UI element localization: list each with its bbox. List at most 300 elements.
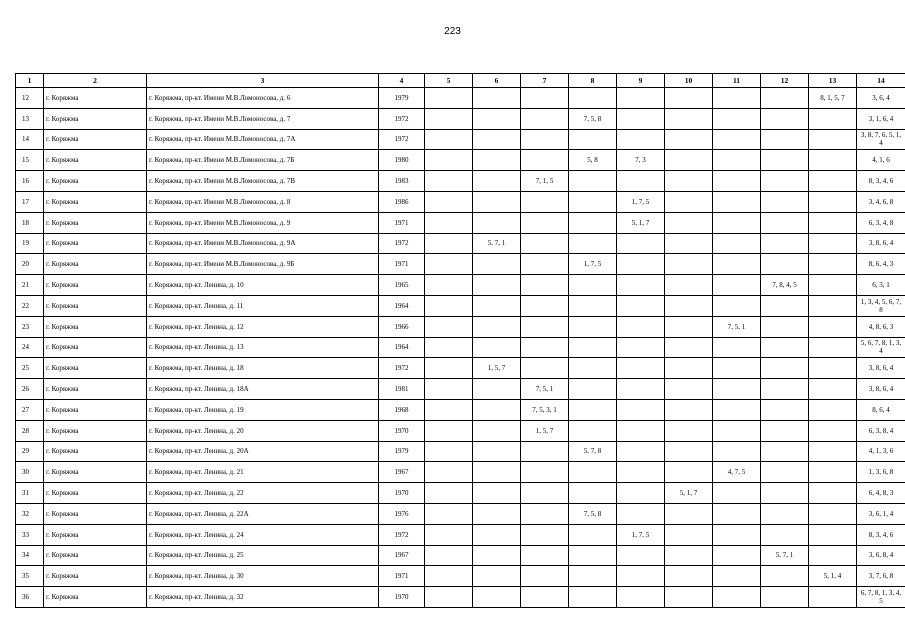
column-8-cell	[569, 337, 617, 358]
table-row	[16, 275, 905, 296]
column-6-cell: 1, 5, 7	[473, 358, 521, 379]
column-6-cell	[473, 316, 521, 337]
column-8-cell	[569, 129, 617, 150]
column-10-cell	[665, 254, 713, 275]
row-number-cell: 35	[16, 566, 44, 587]
city-cell: г. Коряжма	[44, 483, 147, 504]
column-9-cell	[617, 88, 665, 109]
column-9-cell	[617, 483, 665, 504]
column-12-cell	[761, 295, 809, 316]
column-13-cell	[809, 337, 857, 358]
year-cell: 1971	[379, 212, 425, 233]
address-cell: г. Коряжма, пр-кт. Имени М.В.Ломоносова, д. 7А	[147, 129, 379, 150]
column-8-cell	[569, 566, 617, 587]
column-7-cell	[521, 275, 569, 296]
column-11-cell	[713, 108, 761, 129]
year-cell: 1979	[379, 441, 425, 462]
column-5-cell	[425, 88, 473, 109]
column-7-cell: 7, 1, 5	[521, 171, 569, 192]
year-cell: 1964	[379, 337, 425, 358]
city-cell: г. Коряжма	[44, 295, 147, 316]
column-10-cell	[665, 587, 713, 608]
row-number-cell: 31	[16, 483, 44, 504]
column-7-cell	[521, 441, 569, 462]
column-7-cell	[521, 358, 569, 379]
column-12-cell	[761, 379, 809, 400]
column-header-6: 6	[473, 74, 521, 88]
column-13-cell	[809, 587, 857, 608]
column-9-cell	[617, 295, 665, 316]
column-13-cell	[809, 462, 857, 483]
column-8-cell	[569, 358, 617, 379]
column-11-cell	[713, 379, 761, 400]
column-10-cell	[665, 358, 713, 379]
column-8-cell	[569, 212, 617, 233]
column-7-cell	[521, 524, 569, 545]
column-14-cell: 3, 8, 7, 6, 5, 1, 4	[857, 129, 905, 150]
city-cell: г. Коряжма	[44, 191, 147, 212]
address-cell: г. Коряжма, пр-кт. Ленина, д. 21	[147, 462, 379, 483]
column-12-cell	[761, 212, 809, 233]
column-14-cell: 3, 1, 6, 4	[857, 108, 905, 129]
column-9-cell	[617, 171, 665, 192]
column-5-cell	[425, 295, 473, 316]
address-cell: г. Коряжма, пр-кт. Ленина, д. 22	[147, 483, 379, 504]
row-number-cell: 16	[16, 171, 44, 192]
year-cell: 1967	[379, 462, 425, 483]
column-14-cell: 3, 8, 6, 4	[857, 379, 905, 400]
city-cell: г. Коряжма	[44, 275, 147, 296]
column-8-cell: 5, 8	[569, 150, 617, 171]
column-14-cell: 3, 8, 6, 4	[857, 358, 905, 379]
row-number-cell: 21	[16, 275, 44, 296]
column-13-cell	[809, 545, 857, 566]
column-5-cell	[425, 316, 473, 337]
year-cell: 1967	[379, 545, 425, 566]
column-5-cell	[425, 358, 473, 379]
column-6-cell: 5, 7, 1	[473, 233, 521, 254]
column-12-cell	[761, 337, 809, 358]
column-9-cell	[617, 316, 665, 337]
column-header-2: 2	[44, 74, 147, 88]
table-row	[16, 358, 905, 379]
column-6-cell	[473, 587, 521, 608]
column-10-cell	[665, 295, 713, 316]
table-row	[16, 88, 905, 109]
column-10-cell: 5, 1, 7	[665, 483, 713, 504]
column-6-cell	[473, 399, 521, 420]
row-number-cell: 18	[16, 212, 44, 233]
address-cell: г. Коряжма, пр-кт. Ленина, д. 18	[147, 358, 379, 379]
column-14-cell: 6, 3, 1	[857, 275, 905, 296]
column-10-cell	[665, 191, 713, 212]
column-7-cell	[521, 88, 569, 109]
column-7-cell	[521, 150, 569, 171]
city-cell: г. Коряжма	[44, 337, 147, 358]
column-6-cell	[473, 254, 521, 275]
row-number-cell: 20	[16, 254, 44, 275]
column-8-cell	[569, 399, 617, 420]
column-12-cell	[761, 108, 809, 129]
column-11-cell	[713, 129, 761, 150]
column-12-cell	[761, 441, 809, 462]
address-cell: г. Коряжма, пр-кт. Ленина, д. 20А	[147, 441, 379, 462]
column-7-cell: 7, 5, 3, 1	[521, 399, 569, 420]
column-9-cell	[617, 129, 665, 150]
column-11-cell	[713, 337, 761, 358]
city-cell: г. Коряжма	[44, 212, 147, 233]
column-header-7: 7	[521, 74, 569, 88]
column-6-cell	[473, 462, 521, 483]
address-cell: г. Коряжма, пр-кт. Ленина, д. 10	[147, 275, 379, 296]
address-cell: г. Коряжма, пр-кт. Имени М.В.Ломоносова, д. 9Б	[147, 254, 379, 275]
column-8-cell	[569, 462, 617, 483]
column-13-cell	[809, 420, 857, 441]
column-13-cell	[809, 295, 857, 316]
row-number-cell: 13	[16, 108, 44, 129]
column-11-cell	[713, 88, 761, 109]
table-row	[16, 524, 905, 545]
address-cell: г. Коряжма, пр-кт. Ленина, д. 32	[147, 587, 379, 608]
city-cell: г. Коряжма	[44, 420, 147, 441]
column-9-cell	[617, 587, 665, 608]
column-12-cell	[761, 316, 809, 337]
column-11-cell	[713, 483, 761, 504]
year-cell: 1976	[379, 503, 425, 524]
column-5-cell	[425, 275, 473, 296]
column-8-cell	[569, 295, 617, 316]
column-header-10: 10	[665, 74, 713, 88]
column-6-cell	[473, 483, 521, 504]
column-14-cell: 8, 3, 4, 6	[857, 171, 905, 192]
column-12-cell	[761, 171, 809, 192]
column-9-cell	[617, 503, 665, 524]
table-row	[16, 566, 905, 587]
column-14-cell: 6, 4, 8, 3	[857, 483, 905, 504]
row-number-cell: 17	[16, 191, 44, 212]
column-10-cell	[665, 316, 713, 337]
address-cell: г. Коряжма, пр-кт. Имени М.В.Ломоносова, д. 7	[147, 108, 379, 129]
column-8-cell	[569, 524, 617, 545]
column-6-cell	[473, 295, 521, 316]
city-cell: г. Коряжма	[44, 108, 147, 129]
column-11-cell	[713, 566, 761, 587]
year-cell: 1971	[379, 566, 425, 587]
column-6-cell	[473, 524, 521, 545]
column-13-cell: 8, 1, 5, 7	[809, 88, 857, 109]
column-7-cell	[521, 566, 569, 587]
column-7-cell: 1, 5, 7	[521, 420, 569, 441]
page-number: 223	[444, 26, 461, 37]
column-14-cell: 3, 6, 1, 4	[857, 503, 905, 524]
column-10-cell	[665, 566, 713, 587]
city-cell: г. Коряжма	[44, 316, 147, 337]
year-cell: 1972	[379, 233, 425, 254]
column-13-cell	[809, 150, 857, 171]
table-row	[16, 587, 905, 608]
column-14-cell: 3, 6, 8, 4	[857, 545, 905, 566]
column-11-cell	[713, 399, 761, 420]
column-14-cell: 8, 6, 4	[857, 399, 905, 420]
year-cell: 1972	[379, 358, 425, 379]
row-number-cell: 32	[16, 503, 44, 524]
table-row	[16, 483, 905, 504]
column-9-cell	[617, 379, 665, 400]
address-cell: г. Коряжма, пр-кт. Ленина, д. 22А	[147, 503, 379, 524]
column-11-cell	[713, 295, 761, 316]
column-9-cell: 7, 3	[617, 150, 665, 171]
address-cell: г. Коряжма, пр-кт. Имени М.В.Ломоносова, д. 8	[147, 191, 379, 212]
column-11-cell	[713, 358, 761, 379]
column-6-cell	[473, 108, 521, 129]
column-9-cell	[617, 108, 665, 129]
column-6-cell	[473, 566, 521, 587]
column-10-cell	[665, 399, 713, 420]
column-5-cell	[425, 254, 473, 275]
column-13-cell	[809, 316, 857, 337]
column-13-cell	[809, 171, 857, 192]
column-11-cell	[713, 545, 761, 566]
column-13-cell	[809, 399, 857, 420]
city-cell: г. Коряжма	[44, 399, 147, 420]
column-13-cell: 5, 1, 4	[809, 566, 857, 587]
column-header-9: 9	[617, 74, 665, 88]
column-8-cell	[569, 545, 617, 566]
column-12-cell	[761, 503, 809, 524]
year-cell: 1971	[379, 254, 425, 275]
column-6-cell	[473, 150, 521, 171]
column-5-cell	[425, 566, 473, 587]
column-13-cell	[809, 108, 857, 129]
year-cell: 1970	[379, 587, 425, 608]
column-14-cell: 4, 8, 6, 3	[857, 316, 905, 337]
column-11-cell: 4, 7, 5	[713, 462, 761, 483]
column-12-cell	[761, 191, 809, 212]
schedule-table	[15, 73, 905, 608]
column-13-cell	[809, 379, 857, 400]
column-7-cell	[521, 483, 569, 504]
column-8-cell	[569, 88, 617, 109]
city-cell: г. Коряжма	[44, 441, 147, 462]
row-number-cell: 25	[16, 358, 44, 379]
column-11-cell	[713, 420, 761, 441]
column-9-cell: 5, 1, 7	[617, 212, 665, 233]
address-cell: г. Коряжма, пр-кт. Ленина, д. 30	[147, 566, 379, 587]
column-9-cell	[617, 254, 665, 275]
address-cell: г. Коряжма, пр-кт. Имени М.В.Ломоносова, д. 6	[147, 88, 379, 109]
column-11-cell	[713, 191, 761, 212]
column-14-cell: 3, 7, 6, 8	[857, 566, 905, 587]
column-5-cell	[425, 545, 473, 566]
address-cell: г. Коряжма, пр-кт. Ленина, д. 18А	[147, 379, 379, 400]
column-14-cell: 6, 3, 4, 8	[857, 212, 905, 233]
column-12-cell	[761, 587, 809, 608]
row-number-cell: 26	[16, 379, 44, 400]
column-5-cell	[425, 503, 473, 524]
column-7-cell	[521, 212, 569, 233]
column-13-cell	[809, 233, 857, 254]
column-12-cell	[761, 483, 809, 504]
column-8-cell	[569, 233, 617, 254]
row-number-cell: 30	[16, 462, 44, 483]
column-6-cell	[473, 337, 521, 358]
column-9-cell	[617, 358, 665, 379]
row-number-cell: 33	[16, 524, 44, 545]
column-9-cell	[617, 566, 665, 587]
year-cell: 1972	[379, 524, 425, 545]
column-11-cell	[713, 524, 761, 545]
column-10-cell	[665, 420, 713, 441]
column-5-cell	[425, 129, 473, 150]
column-8-cell	[569, 171, 617, 192]
column-12-cell	[761, 566, 809, 587]
table-row	[16, 108, 905, 129]
column-8-cell: 5, 7, 8	[569, 441, 617, 462]
column-7-cell	[521, 587, 569, 608]
table-row	[16, 150, 905, 171]
column-10-cell	[665, 129, 713, 150]
column-7-cell	[521, 254, 569, 275]
column-6-cell	[473, 503, 521, 524]
column-7-cell	[521, 503, 569, 524]
address-cell: г. Коряжма, пр-кт. Имени М.В.Ломоносова, д. 7В	[147, 171, 379, 192]
column-7-cell	[521, 316, 569, 337]
column-8-cell: 7, 5, 8	[569, 503, 617, 524]
column-13-cell	[809, 191, 857, 212]
column-8-cell	[569, 379, 617, 400]
column-13-cell	[809, 503, 857, 524]
table-row	[16, 254, 905, 275]
column-8-cell	[569, 191, 617, 212]
column-7-cell	[521, 462, 569, 483]
column-5-cell	[425, 420, 473, 441]
address-cell: г. Коряжма, пр-кт. Ленина, д. 11	[147, 295, 379, 316]
column-12-cell	[761, 462, 809, 483]
column-12-cell	[761, 254, 809, 275]
column-6-cell	[473, 191, 521, 212]
column-11-cell	[713, 587, 761, 608]
column-6-cell	[473, 420, 521, 441]
column-header-12: 12	[761, 74, 809, 88]
column-5-cell	[425, 233, 473, 254]
table-row	[16, 503, 905, 524]
table-row	[16, 441, 905, 462]
row-number-cell: 22	[16, 295, 44, 316]
column-13-cell	[809, 254, 857, 275]
column-header-4: 4	[379, 74, 425, 88]
column-14-cell: 4, 1, 3, 6	[857, 441, 905, 462]
column-12-cell	[761, 358, 809, 379]
column-7-cell	[521, 295, 569, 316]
column-11-cell	[713, 441, 761, 462]
column-14-cell: 6, 3, 8, 4	[857, 420, 905, 441]
column-7-cell	[521, 337, 569, 358]
table-row	[16, 171, 905, 192]
column-10-cell	[665, 150, 713, 171]
table-row	[16, 379, 905, 400]
column-5-cell	[425, 150, 473, 171]
column-8-cell	[569, 275, 617, 296]
year-cell: 1965	[379, 275, 425, 296]
row-number-cell: 12	[16, 88, 44, 109]
column-11-cell	[713, 212, 761, 233]
column-11-cell	[713, 254, 761, 275]
column-6-cell	[473, 441, 521, 462]
table-body	[16, 88, 905, 608]
city-cell: г. Коряжма	[44, 587, 147, 608]
column-14-cell: 3, 4, 6, 8	[857, 191, 905, 212]
year-cell: 1966	[379, 316, 425, 337]
column-11-cell	[713, 171, 761, 192]
year-cell: 1983	[379, 171, 425, 192]
column-8-cell: 1, 7, 5	[569, 254, 617, 275]
column-6-cell	[473, 171, 521, 192]
column-9-cell	[617, 441, 665, 462]
year-cell: 1970	[379, 420, 425, 441]
year-cell: 1986	[379, 191, 425, 212]
column-8-cell: 7, 5, 8	[569, 108, 617, 129]
column-7-cell	[521, 233, 569, 254]
table-row	[16, 191, 905, 212]
column-7-cell	[521, 545, 569, 566]
column-9-cell	[617, 462, 665, 483]
column-5-cell	[425, 379, 473, 400]
year-cell: 1964	[379, 295, 425, 316]
column-header-3: 3	[147, 74, 379, 88]
table-row	[16, 129, 905, 150]
header-row	[16, 74, 905, 88]
address-cell: г. Коряжма, пр-кт. Ленина, д. 19	[147, 399, 379, 420]
column-5-cell	[425, 462, 473, 483]
column-9-cell: 1, 7, 5	[617, 524, 665, 545]
column-8-cell	[569, 483, 617, 504]
column-header-5: 5	[425, 74, 473, 88]
column-6-cell	[473, 275, 521, 296]
column-12-cell: 5, 7, 1	[761, 545, 809, 566]
address-cell: г. Коряжма, пр-кт. Имени М.В.Ломоносова, д. 9А	[147, 233, 379, 254]
column-12-cell	[761, 399, 809, 420]
column-12-cell	[761, 129, 809, 150]
column-10-cell	[665, 212, 713, 233]
column-9-cell: 1, 7, 5	[617, 191, 665, 212]
column-8-cell	[569, 420, 617, 441]
address-cell: г. Коряжма, пр-кт. Ленина, д. 25	[147, 545, 379, 566]
column-10-cell	[665, 524, 713, 545]
column-14-cell: 8, 6, 4, 3	[857, 254, 905, 275]
column-10-cell	[665, 503, 713, 524]
column-10-cell	[665, 88, 713, 109]
year-cell: 1972	[379, 108, 425, 129]
column-8-cell	[569, 316, 617, 337]
column-14-cell: 4, 1, 6	[857, 150, 905, 171]
column-10-cell	[665, 462, 713, 483]
year-cell: 1970	[379, 483, 425, 504]
row-number-cell: 15	[16, 150, 44, 171]
city-cell: г. Коряжма	[44, 88, 147, 109]
column-10-cell	[665, 545, 713, 566]
year-cell: 1972	[379, 129, 425, 150]
column-12-cell	[761, 524, 809, 545]
column-10-cell	[665, 233, 713, 254]
table-row	[16, 233, 905, 254]
table-row	[16, 462, 905, 483]
city-cell: г. Коряжма	[44, 254, 147, 275]
column-13-cell	[809, 212, 857, 233]
row-number-cell: 36	[16, 587, 44, 608]
column-5-cell	[425, 587, 473, 608]
column-header-13: 13	[809, 74, 857, 88]
column-9-cell	[617, 545, 665, 566]
